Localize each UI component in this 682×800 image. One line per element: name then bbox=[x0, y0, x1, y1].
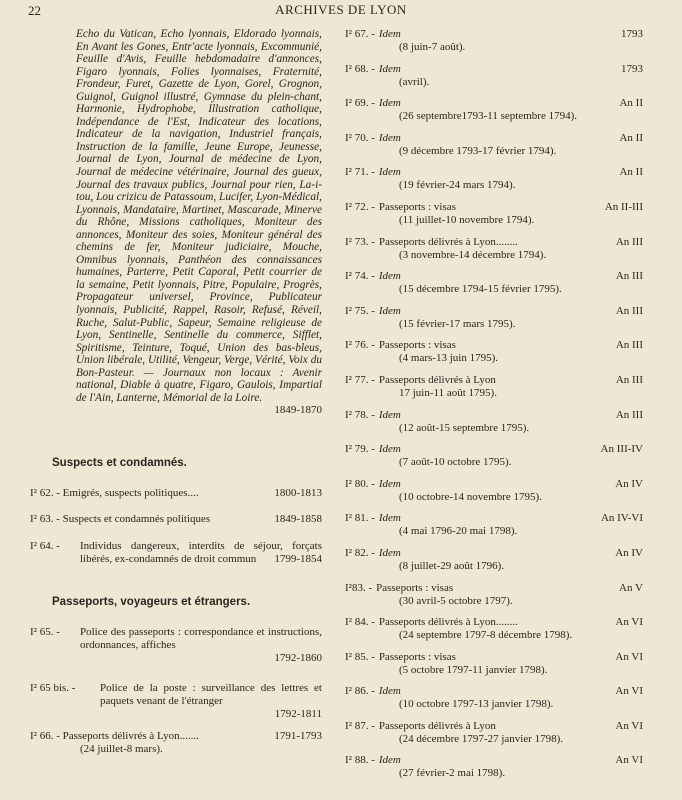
left-column bbox=[30, 28, 322, 760]
entry-subtext: (4 mai 1796-20 mai 1798). bbox=[399, 525, 518, 538]
entry-description: Idem bbox=[378, 62, 401, 75]
entry-i81 bbox=[345, 512, 643, 547]
entry-label: I² 67. - bbox=[345, 28, 375, 40]
entry-label: I² 63. - bbox=[30, 513, 60, 526]
entry-label: I² 68. - bbox=[345, 62, 375, 75]
entry-label: I² 76. - bbox=[345, 339, 375, 352]
entry-i75 bbox=[345, 305, 643, 340]
entry-i85 bbox=[345, 651, 643, 686]
entry-description: Idem bbox=[378, 304, 401, 317]
entry-i2-62 bbox=[30, 487, 322, 513]
entry-date: 1799-1854 bbox=[274, 553, 322, 566]
entry-i2-63 bbox=[30, 513, 322, 540]
entry-i2-64 bbox=[30, 540, 322, 586]
entry-label: I² 70. - bbox=[345, 131, 375, 144]
entry-subtext: (11 juillet-10 novembre 1794). bbox=[399, 213, 535, 226]
entry-date: An IV-VI bbox=[600, 512, 643, 525]
entry-i74 bbox=[345, 270, 643, 305]
entry-text: Individus dangereux, interdits de séjour, forçats libérés, ex-condamnés de droit commun bbox=[80, 540, 322, 566]
entry-label: I² 80. - bbox=[345, 477, 375, 490]
entry-label: I² 85. - bbox=[345, 650, 375, 663]
entry-label: I²83. - bbox=[345, 581, 373, 594]
entry-date: An IV bbox=[615, 546, 643, 559]
entry-label: I² 88. - bbox=[345, 754, 375, 767]
entry-i80 bbox=[345, 478, 643, 513]
entry-i70 bbox=[345, 132, 643, 167]
entry-description: Idem bbox=[378, 443, 401, 456]
entry-description: Idem bbox=[378, 97, 401, 110]
entry-date: An VI bbox=[615, 650, 643, 663]
entry-label: I² 79. - bbox=[345, 443, 375, 456]
entry-label: I² 74. - bbox=[345, 270, 375, 283]
entry-date: An II-III bbox=[604, 200, 643, 213]
entry-date: 1793 bbox=[621, 28, 643, 40]
entry-i67 bbox=[345, 28, 643, 63]
entry-i72 bbox=[345, 201, 643, 236]
entry-date: An III bbox=[615, 270, 643, 283]
entry-date: 1792-1811 bbox=[274, 708, 322, 721]
entry-i76 bbox=[345, 339, 643, 374]
entry-description: Passeports délivrés à Lyon........ bbox=[378, 235, 518, 248]
right-column bbox=[345, 28, 643, 789]
entry-subtext: (avril). bbox=[399, 75, 430, 88]
entry-i78 bbox=[345, 409, 643, 444]
entry-description: Idem bbox=[378, 512, 401, 525]
entry-i88 bbox=[345, 754, 643, 789]
entry-date: An III bbox=[615, 235, 643, 248]
newspaper-list-date: 1849-1870 bbox=[274, 404, 322, 417]
entry-label: I² 65. - bbox=[30, 626, 60, 639]
entry-i68 bbox=[345, 63, 643, 98]
entry-subtext: (5 octobre 1797-11 janvier 1798). bbox=[399, 663, 548, 676]
entry-subtext: (4 mars-13 juin 1795). bbox=[399, 352, 498, 365]
entry-label: I² 62. - bbox=[30, 487, 60, 500]
entry-description: Idem bbox=[378, 408, 401, 421]
entry-description: Idem bbox=[378, 754, 401, 767]
entry-subtext: (24 septembre 1797-8 décembre 1798). bbox=[399, 629, 573, 642]
entry-description: Passeports : visas bbox=[378, 650, 456, 663]
entry-i73 bbox=[345, 236, 643, 271]
entry-label: I² 72. - bbox=[345, 200, 375, 213]
entry-i83 bbox=[345, 582, 643, 617]
entry-subtext: (24 juillet-8 mars). bbox=[80, 743, 163, 756]
entry-subtext: (24 décembre 1797-27 janvier 1798). bbox=[399, 732, 564, 745]
entry-date: An III-IV bbox=[600, 443, 643, 456]
entry-date: 1792-1860 bbox=[274, 652, 322, 665]
entry-i2-65bis bbox=[30, 682, 322, 730]
entry-i69 bbox=[345, 97, 643, 132]
entry-subtext: 17 juin-11 août 1795). bbox=[399, 386, 497, 399]
page-title: ARCHIVES DE LYON bbox=[275, 2, 407, 17]
entry-i71 bbox=[345, 166, 643, 201]
entry-date: 1800-1813 bbox=[274, 487, 322, 500]
entry-label: I² 81. - bbox=[345, 512, 375, 525]
entry-subtext: (7 août-10 octobre 1795). bbox=[399, 456, 512, 469]
entry-label: I² 64. - bbox=[30, 540, 60, 553]
entry-text: Passeports délivrés à Lyon....... bbox=[62, 730, 199, 743]
entry-text: Emigrés, suspects politiques.... bbox=[62, 487, 199, 500]
entry-date: An II bbox=[619, 97, 643, 110]
entry-date: An VI bbox=[615, 754, 643, 767]
entry-label: I² 86. - bbox=[345, 685, 375, 698]
entry-subtext: (10 octobre 1797-13 janvier 1798). bbox=[399, 698, 554, 711]
entry-description: Passeports délivrés à Lyon bbox=[378, 373, 496, 386]
entry-label: I² 78. - bbox=[345, 408, 375, 421]
page-number: 22 bbox=[28, 3, 41, 18]
entry-date: An VI bbox=[615, 719, 643, 732]
entry-date: An III bbox=[615, 304, 643, 317]
page-header bbox=[0, 2, 682, 18]
entry-i2-65 bbox=[30, 626, 322, 682]
entry-date: 1791-1793 bbox=[274, 730, 322, 743]
entry-description: Passeports : visas bbox=[376, 581, 454, 594]
entry-subtext: (19 février-24 mars 1794). bbox=[399, 179, 516, 192]
entry-subtext: (30 avril-5 octobre 1797). bbox=[399, 594, 513, 607]
section-title-suspects: Suspects et condamnés. bbox=[52, 457, 187, 470]
entry-date: An V bbox=[619, 581, 643, 594]
entry-i84 bbox=[345, 616, 643, 651]
entry-description: Idem bbox=[378, 28, 401, 40]
entry-i82 bbox=[345, 547, 643, 582]
entry-date: An VI bbox=[615, 616, 643, 629]
entry-text: Police des passeports : correspondance et instructions, ordonnances, affiches bbox=[80, 626, 322, 652]
entry-text: Suspects et condamnés politiques bbox=[62, 513, 211, 526]
entry-label: I² 65 bis. - bbox=[30, 682, 76, 695]
entry-subtext: (12 août-15 septembre 1795). bbox=[399, 421, 530, 434]
entry-description: Passeports délivrés à Lyon bbox=[378, 719, 496, 732]
newspaper-list: Echo du Vatican, Echo lyonnais, Eldorado lyonnais, En Avant les Gones, Entr'acte lyonnais, Excommunié, Feuille d'Avis, Feuille hebdomadaire d'annonces, Figaro lyonnais, Folies lyonnaises, Fraternité, Frondeur, Furet, Gazette de Lyon, Gorel, Grognon, Guignol, Guignol illustré, Gymnase du plein-chant, Harmonie, Hydrophobe, Illustration catholique, Indépendance de l'Est, Indicateur des locations, Indicateur de la navigation, Industriel français, Instruction de la famille, Jeune Europe, Jeunesse, Journal de Lyon, Journal de médecine de Lyon, Journal de médecine vétérinaire, Journal des gueux, Journal des travaux publics, Journal pour rien, La-i-tou, Lou crizicu de Patassoum, Lucifer, Lyon-Médical, Lyonnais, Mandataire, Martinet, Mascarade, Minerve du Rhône, Missions catholiques, Moniteur des annonces, Moniteur des soies, Moniteur général des chemins de fer, Moniteur judiciaire, Mouche, Omnibus lyonnais, Panthéon des connaissances humaines, Parterre, Petit Caporal, Petit courrier de la semaine, Petit lyonnais, Pitre, Populaire, Progrès, Propagateur universel, Province, Publicateur lyonnais, Publicité, Rappel, Rasoir, Refusé, Réveil, Ruche, Salut-Public, Sapeur, Semaine religieuse de Lyon, Sentinelle, Sentinelle du commerce, Sifflet, Spiritisme, Teinture, Toqué, Union des bas-bleus, Union libérale, Utilité, Vengeur, Verge, Vérité, Voix du Bon-Pasteur. — Journaux non locaux : Avenir national, Diable à quatre, Figaro, Gaulois, Impartial de l'Ain, Lanterne, Mémorial de la Loire. bbox=[76, 28, 322, 404]
entry-description: Passeports délivrés à Lyon........ bbox=[378, 616, 518, 629]
entry-text: Police de la poste : surveillance des lettres et paquets venant de l'étranger bbox=[100, 682, 322, 708]
entry-i79 bbox=[345, 443, 643, 478]
entry-label: I² 73. - bbox=[345, 235, 375, 248]
entry-i87 bbox=[345, 720, 643, 755]
entry-i77 bbox=[345, 374, 643, 409]
entry-date: An III bbox=[615, 373, 643, 386]
entry-date: 1849-1858 bbox=[274, 513, 322, 526]
entry-label: I² 84. - bbox=[345, 616, 375, 629]
entry-label: I² 75. - bbox=[345, 304, 375, 317]
entry-description: Idem bbox=[378, 546, 401, 559]
entry-subtext: (8 juin-7 août). bbox=[399, 41, 466, 53]
entry-subtext: (15 décembre 1794-15 février 1795). bbox=[399, 283, 562, 296]
entry-label: I² 66. - bbox=[30, 730, 60, 743]
entry-subtext: (26 septembre1793-11 septembre 1794). bbox=[399, 110, 577, 123]
entry-description: Idem bbox=[378, 131, 401, 144]
entry-date: An III bbox=[615, 408, 643, 421]
entry-description: Idem bbox=[378, 166, 401, 179]
entry-description: Idem bbox=[378, 270, 401, 283]
entry-subtext: (9 décembre 1793-17 février 1794). bbox=[399, 144, 557, 157]
entry-subtext: (10 octobre-14 novembre 1795). bbox=[399, 490, 542, 503]
entry-date: An IV bbox=[615, 477, 643, 490]
entry-i86 bbox=[345, 685, 643, 720]
entry-label: I² 82. - bbox=[345, 546, 375, 559]
entry-description: Passeports : visas bbox=[378, 200, 456, 213]
entry-subtext: (3 novembre-14 décembre 1794). bbox=[399, 248, 547, 261]
section-title-passeports: Passeports, voyageurs et étrangers. bbox=[52, 596, 251, 609]
entry-i2-66 bbox=[30, 730, 322, 760]
entry-date: An II bbox=[619, 131, 643, 144]
entry-label: I² 69. - bbox=[345, 97, 375, 110]
entry-date: An III bbox=[615, 339, 643, 352]
entry-description: Idem bbox=[378, 477, 401, 490]
entry-label: I² 87. - bbox=[345, 719, 375, 732]
entry-subtext: (15 février-17 mars 1795). bbox=[399, 317, 516, 330]
entry-subtext: (27 février-2 mai 1798). bbox=[399, 767, 506, 780]
entry-subtext: (8 juillet-29 août 1796). bbox=[399, 559, 505, 572]
entry-label: I² 71. - bbox=[345, 166, 375, 179]
entry-description: Idem bbox=[378, 685, 401, 698]
entry-label: I² 77. - bbox=[345, 373, 375, 386]
entry-date: An VI bbox=[615, 685, 643, 698]
entry-date: An II bbox=[619, 166, 643, 179]
entry-description: Passeports : visas bbox=[378, 339, 456, 352]
entry-date: 1793 bbox=[621, 62, 643, 75]
